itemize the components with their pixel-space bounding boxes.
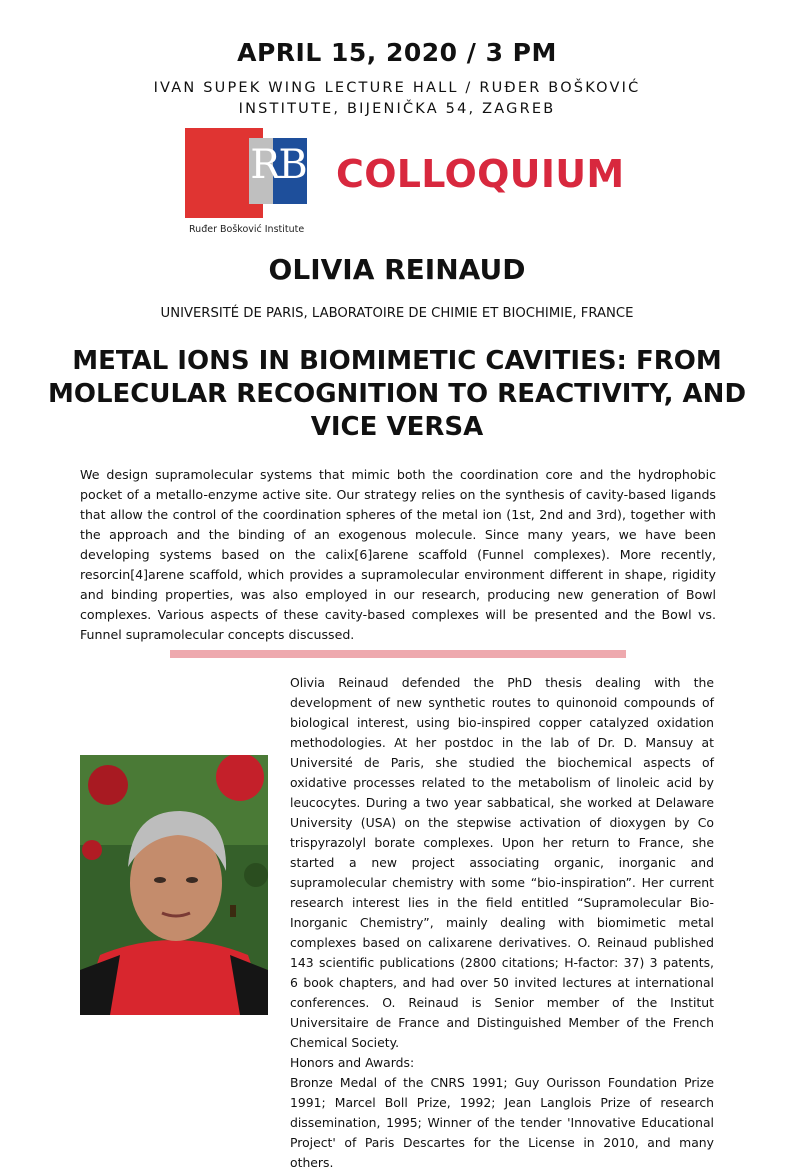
speaker-name: OLIVIA REINAUD bbox=[268, 253, 526, 286]
event-date: APRIL 15, 2020 / 3 PM bbox=[237, 38, 557, 67]
venue-line-2: INSTITUTE, BIJENIČKA 54, ZAGREB bbox=[238, 101, 556, 117]
speaker-bio bbox=[290, 673, 714, 1173]
institute-name: Ruđer Bošković Institute bbox=[189, 224, 305, 235]
talk-title: METAL IONS IN BIOMIMETIC CAVITIES: FROM MOLECULAR RECOGNITION TO REACTIVITY, AND VICE VERSA bbox=[47, 346, 747, 442]
event-venue bbox=[0, 78, 794, 120]
logo-letters: RB bbox=[250, 142, 306, 188]
talk-abstract: We design supramolecular systems that mimic both the coordination core and the hydrophobic pocket of a metallo-enzyme active site. Our strategy relies on the synthesis of cavity-based ligands that allow the control of the coordination spheres of the metal ion (1st, 2nd and 3rd), together with the approach and the binding of an exogenous molecule. Since many years, we have been developing systems based on the calix[6]arene scaffold (Funnel complexes). More recently, resorcin[4]arene scaffold, which provides a supramolecular environment different in shape, rigidity and binding properties, was also employed in our research, producing new generation of Bowl complexes. Various aspects of these cavity-based complexes will be presented and the Bowl vs. Funnel supramolecular concepts discussed. bbox=[80, 467, 716, 642]
section-divider bbox=[170, 650, 626, 658]
bio-text: Olivia Reinaud defended the PhD thesis dealing with the development of new synthetic routes to quinonoid compounds of biological interest, using bio-inspired copper catalyzed oxidation methodologies. At her postdoc in the lab of Dr. D. Mansuy at Université de Paris, she studied the biochemical aspects of oxidative processes related to the metabolism of linoleic acid by leucocytes. During a two year sabbatical, she worked at Delaware University (USA) on the stepwise activation of dioxygen by Co trispyrazolyl borate complexes. Upon her return to France, she started a new project associating organic, inorganic and supramolecular chemistry with some “bio-inspiration”. Her current research interest lies in the field entitled “Supramolecular Bio-Inorganic Chemistry”, mainly dealing with biomimetic metal complexes based on calixarene derivatives. O. Reinaud published 143 scientific publications (2800 citations; H-factor: 37) 3 patents, 6 book chapters, and had over 50 invited lectures at international conferences. O. Reinaud is Senior member of the Institut Universitaire de France and Distinguished Member of the French Chemical Society. bbox=[290, 675, 714, 1050]
honors-text: Bronze Medal of the CNRS 1991; Guy Ourisson Foundation Prize 1991; Marcel Boll Prize, 1992; Jean Langlois Prize of research dissemination, 1995; Winner of the tender 'Innovative Educational Project' of Paris Descartes for the License in 2010, and many others. bbox=[290, 1075, 714, 1170]
speaker-affiliation: UNIVERSITÉ DE PARIS, LABORATOIRE DE CHIMIE ET BIOCHIMIE, FRANCE bbox=[160, 306, 634, 321]
institute-logo bbox=[185, 128, 315, 240]
honors-heading: Honors and Awards: bbox=[290, 1055, 415, 1070]
speaker-photo bbox=[80, 755, 268, 1015]
colloquium-heading: COLLOQUIUM bbox=[336, 152, 625, 196]
speaker-portrait-image bbox=[80, 755, 268, 1015]
venue-line-1: IVAN SUPEK WING LECTURE HALL / RUĐER BOŠKOVIĆ bbox=[153, 80, 641, 96]
